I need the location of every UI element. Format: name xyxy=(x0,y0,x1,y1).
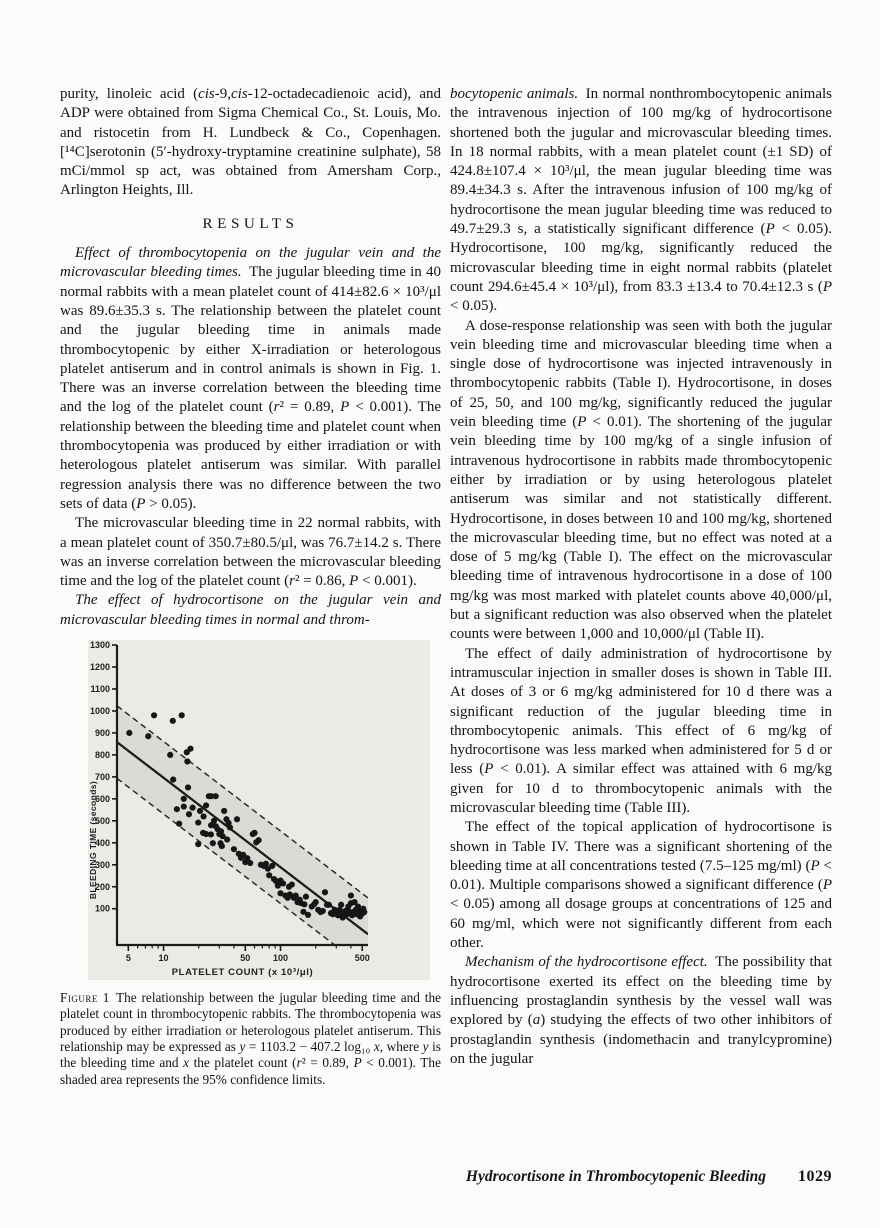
svg-text:500: 500 xyxy=(94,815,110,826)
svg-text:1200: 1200 xyxy=(89,661,110,672)
svg-text:1000: 1000 xyxy=(89,705,110,716)
paragraph: The effect of daily administration of hydrocortisone by intramuscular injection in smaller doses is shown in Table III. At doses of 3 or 6 mg/kg administered for 10 d there was a significant reduction of the jugular bleeding time in thrombocytopenic animals. This effect of 6 mg/kg of hydrocortisone was less marked when administered for 5 d or less (P < 0.01). A similar effect was attained with 6 mg/kg given for 10 d to thrombocytopenic animals with the microvascular bleeding time (Table III). xyxy=(450,645,832,816)
svg-text:800: 800 xyxy=(94,749,110,760)
left-column xyxy=(60,85,441,1088)
paragraph: Effect of thrombocytopenia on the jugular vein and the microvascular bleeding times. The jugular bleeding time in 40 normal rabbits with a mean platelet count of 414±82.6 × 10³/μl was 89.6±35.3 s. The relationship between the platelet count and the jugular bleeding time in animals made thrombocytopenic by either X-irradiation or heterologous platelet antiserum and in control animals is shown in Fig. 1. There was an inverse correlation between the bleeding time and the log of the platelet count (r² = 0.89, P < 0.001). The relationship between the bleeding time and platelet count when thrombocytopenia was produced by either irradiation or with heterologous platelet antiserum was similar. With parallel regression analysis there was no difference between the two sets of data (P > 0.05). xyxy=(60,245,441,512)
svg-text:100: 100 xyxy=(272,953,289,964)
paragraph: The effect of hydrocortisone on the jugular vein and microvascular bleeding times in normal and throm- xyxy=(60,592,441,628)
svg-text:300: 300 xyxy=(94,859,110,870)
figure-1-caption xyxy=(60,990,441,1088)
right-column xyxy=(450,85,832,1069)
running-title: Hydrocortisone in Thrombocytopenic Bleeding xyxy=(465,1168,766,1185)
svg-text:900: 900 xyxy=(94,727,110,738)
svg-text:5: 5 xyxy=(125,953,131,964)
svg-text:400: 400 xyxy=(94,837,110,848)
svg-text:100: 100 xyxy=(94,903,110,914)
paragraph: A dose-response relationship was seen with both the jugular vein bleeding time and microvascular bleeding time when a single dose of hydrocortisone was injected intravenously in thrombocytopenic rabbits (Table I). Hydrocortisone, in doses of 25, 50, and 100 mg/kg, significantly reduced the jugular vein bleeding time (P < 0.01). The shortening of the jugular vein bleeding time by 100 mg/kg of a single infusion of intravenous hydrocortisone in rabbits made thrombocytopenic either by irradiation or by using heterologous platelet antiserum was similar and not statistically different. Hydrocortisone, in doses between 10 and 100 mg/kg, shortened the microvascular bleeding time, but no effect was noted at a dose of 5 mg/kg (Table I). The effect on the microvascular bleeding time of intravenous hydrocortisone in a dose of 100 mg/kg was most marked with platelet counts above 40,000/μl, but a significant reduction was also observed when the platelet counts were between 1,000 and 10,000/μl (Table II). xyxy=(450,317,832,643)
y-axis-label: BLEEDING TIME (seconds) xyxy=(88,780,98,900)
svg-text:600: 600 xyxy=(94,793,110,804)
left-top-paragraphs xyxy=(60,85,441,201)
svg-text:10: 10 xyxy=(158,953,169,964)
svg-text:200: 200 xyxy=(94,881,110,892)
paragraph: The microvascular bleeding time in 22 normal rabbits, with a mean platelet count of 350.7±80.5/μl, was 76.7±14.2 s. There was an inverse correlation between the microvascular bleeding time and the log of the platelet count (r² = 0.86, P < 0.001). xyxy=(60,515,441,590)
page-number: 1029 xyxy=(798,1168,832,1185)
paragraph: purity, linoleic acid (cis-9,cis-12-octadecadienoic acid), and ADP were obtained from Sigma Chemical Co., St. Louis, Mo. and ristocetin from H. Lundbeck & Co., Copenhagen. [¹⁴C]serotonin (5′-hydroxy-tryptamine creatinine sulphate), 58 mCi/mmol sp act, was obtained from Amersham Corp., Arlington Heights, Ill. xyxy=(60,86,441,199)
paragraph: Figure 1 The relationship between the jugular bleeding time and the platelet count in thrombocytopenic rabbits. The thrombocytopenia was produced by either irradiation or heterologous platelet antiserum. This relationship may be expressed as y = 1103.2 − 407.2 log₁₀ x, where y is the bleeding time and x the platelet count (r² = 0.89, P < 0.001). The shaded area represents the 95% confidence limits. xyxy=(60,990,441,1087)
results-heading: RESULTS xyxy=(202,214,299,232)
left-mid-paragraphs xyxy=(60,244,441,630)
svg-text:700: 700 xyxy=(94,771,110,782)
svg-text:500: 500 xyxy=(354,953,370,964)
x-axis-label: PLATELET COUNT (x 10³/μl) xyxy=(171,967,314,979)
paragraph: The effect of the topical application of hydrocortisone is shown in Table IV. There was a significant shortening of the bleeding time at all concentrations tested (7.5–125 mg/ml) (P < 0.01). Multiple comparisons showed a significant difference (P < 0.05) among all dosage groups at concentrations of 125 and 60 mg/ml, which were not significantly different from each other. xyxy=(450,819,832,952)
scatter-plot xyxy=(88,640,430,980)
right-paragraphs xyxy=(450,85,832,1069)
paragraph: Mechanism of the hydrocortisone effect. The possibility that hydrocortisone exerted its effect on the bleeding time by influencing prostaglandin synthesis by the vessel wall was explored by (a) studying the effects of two other inhibitors of prostaglandin synthesis (indomethacin and tranylcypromine) on the jugular xyxy=(450,954,832,1067)
svg-text:1100: 1100 xyxy=(90,683,110,694)
paragraph: bocytopenic animals. In normal nonthrombocytopenic animals the intravenous injection of 100 mg/kg of hydrocortisone shortened both the jugular and microvascular bleeding times. In 18 normal rabbits, with a mean platelet count (±1 SD) of 424.8±107.4 × 10³/μl, the mean jugular bleeding time was 89.4±34.3 s. After the intravenous infusion of 100 mg/kg of hydrocortisone the mean jugular bleeding time was reduced to 49.7±29.3 s, a statistically significant difference (P < 0.05). Hydrocortisone, 100 mg/kg, significantly reduced the microvascular bleeding time in eight normal rabbits (platelet count 294.6±45.4 × 10³/μl), from 83.3 ±13.4 to 70.4±12.3 s (P < 0.05). xyxy=(450,86,832,315)
svg-text:50: 50 xyxy=(240,953,251,964)
figure-1-chart xyxy=(88,640,430,980)
svg-text:1300: 1300 xyxy=(89,640,110,651)
page-footer xyxy=(60,1168,832,1186)
